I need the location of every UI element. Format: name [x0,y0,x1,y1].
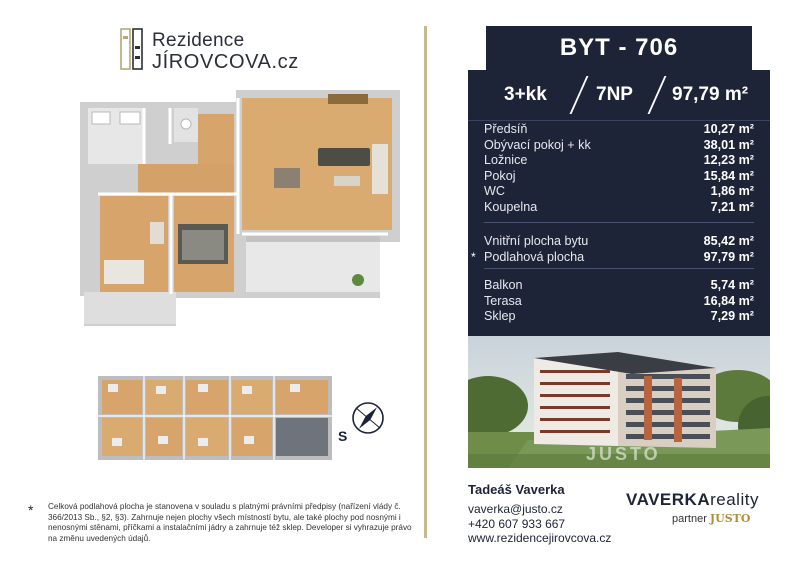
summary-underline [468,120,770,121]
unit-floor: 7NP [596,84,633,105]
building-overview-plan [98,372,332,464]
unit-area: 97,79 m² [672,84,749,105]
extra-row: Balkon 5,74 m² [484,278,754,292]
logo-line2: JÍROVCOVA.cz [152,51,299,73]
logo-mark-icon [120,28,144,70]
unit-summary [468,70,770,120]
summary-separator [570,76,589,114]
unit-title: BYT - 706 [559,34,679,61]
totals-list [471,234,754,265]
building-render-image [468,336,770,468]
room-row: WC 1,86 m² [484,184,754,199]
extra-row: Sklep 7,29 m² [484,309,754,324]
logo-line1: Rezidence [152,30,245,51]
section-divider [484,268,754,269]
agency-partner: partner JUSTO [672,512,751,525]
footnote-star: * [28,502,34,518]
contact-phone[interactable]: +420 607 933 667 [468,516,566,531]
extras-list [484,278,754,325]
room-row: Koupelna 7,21 m² [484,199,754,214]
room-list [484,122,754,216]
section-divider [484,222,754,223]
compass-north-label: S [338,428,348,444]
room-row: Ložnice 12,23 m² [484,153,754,168]
room-row: Předsíň 10,27 m² [484,122,754,136]
website-link[interactable]: www.rezidencejirovcova.cz [468,531,612,546]
room-row: Obývací pokoj + kk 38,01 m² [484,137,754,152]
unit-title-bar [486,26,752,70]
contact-block [468,482,648,546]
column-divider [424,26,427,538]
summary-separator [648,76,667,114]
agency-name: VAVERKAreality [626,490,759,509]
photo-watermark: JUSTO [586,444,661,464]
floor-plan [78,84,400,342]
unit-layout: 3+kk [504,84,547,105]
contact-name: Tadeáš Vaverka [468,482,565,497]
extra-row: Terasa 16,84 m² [484,293,754,308]
footnote-text: Celková podlahová plocha je stanovena v souladu s platnými právními předpisy (nařízení vlády č. 366/2013 Sb., §2, §3). Zahrnuje nejen plochy všech místností bytu, ale také plochy pod nosnými i nenosnými stěnami, příčkami a instalačními jádry a zahrnuje též sklep. Developer si vyhrazuje právo na změnu uvedených údajů. [48,502,412,543]
total-row: Vnitřní plocha bytu 85,42 m² [484,234,754,248]
room-row: Pokoj 15,84 m² [484,168,754,183]
unit-info-panel [468,70,770,336]
project-logo [120,26,320,74]
total-row: * Podlahová plocha 97,79 m² [471,249,754,264]
agency-logo [626,490,776,530]
contact-email-link[interactable]: vaverka@justo.cz [468,502,563,516]
